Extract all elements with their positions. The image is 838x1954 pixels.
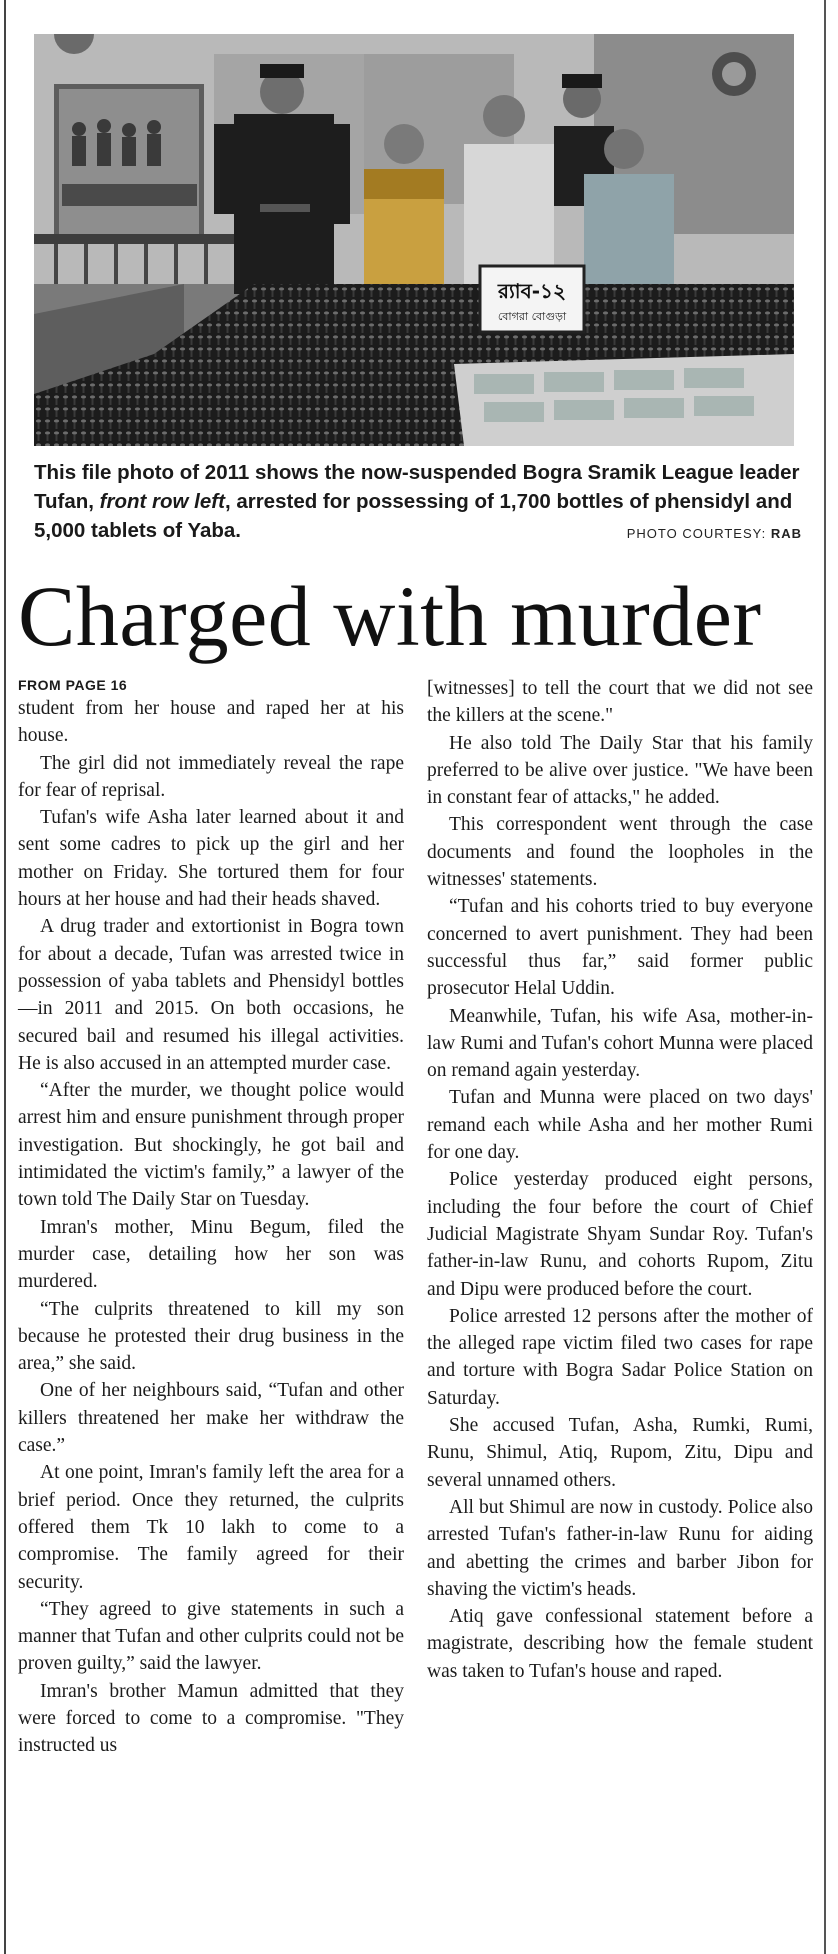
courtesy-label: PHOTO COURTESY: (626, 526, 771, 541)
paragraph: She accused Tufan, Asha, Rumki, Rumi, Runu, Shimul, Atiq, Rupom, Zitu, Dipu and several unnamed others. (427, 1415, 813, 1491)
article-column-left (18, 675, 404, 1760)
news-photo (34, 34, 794, 446)
paragraph: All but Shimul are now in custody. Police also arrested Tufan's father-in-law Runu for aiding and abetting the crimes and barber Jibon for shaving the victim's heads. (427, 1496, 813, 1600)
caption-emphasis: front row left (99, 490, 225, 513)
paragraph: Police yesterday produced eight persons, including the four before the court of Chief Judicial Magistrate Shyam Sundar Roy. Tufan's father-in-law Runu, and cohorts Rupom, Zitu and Dipu were produced before the court. (427, 1169, 813, 1300)
article-column-right (427, 675, 813, 1685)
paragraph: Tufan's wife Asha later learned about it and sent some cadres to pick up the girl and her mother on Friday. She tortured them for four hours at her house and had their heads shaved. (18, 807, 404, 911)
paragraph: Atiq gave confessional statement before a magistrate, describing how the female student was taken to Tufan's house and raped. (427, 1606, 813, 1682)
left-column-rule (4, 0, 6, 1954)
headline: Charged with murder (18, 568, 762, 664)
paragraph: A drug trader and extortionist in Bogra town for about a decade, Tufan was arrested twice in possession of yaba tablets and Phensidyl bottles—in 2011 and 2015. On both occasions, he secured bail and resumed his illegal activities. He is also accused in an attempted murder case. (18, 916, 404, 1074)
paragraph: student from her house and raped her at his house. (18, 698, 404, 747)
paragraph: Imran's mother, Minu Begum, filed the murder case, detailing how her son was murdered. (18, 1216, 404, 1293)
paragraph: At one point, Imran's family left the area for a brief period. Once they returned, the culprits offered them Tk 10 lakh to come to a compromise. The family agreed for their security. (18, 1462, 404, 1593)
paragraph: “After the murder, we thought police would arrest him and ensure punishment through proper investigation. But shockingly, he got bail and intimidated the victim's family,” a lawyer of the town told The Daily Star on Tuesday. (18, 1080, 404, 1211)
paragraph: “Tufan and his cohorts tried to buy everyone concerned to avert punishment. They had been successful thus far,” said former public prosecutor Helal Uddin. (427, 896, 813, 1000)
paragraph: This correspondent went through the case documents and found the loopholes in the witnesses' statements. (427, 814, 813, 891)
caption-text-end: , arrested for possessing of 1,700 bottles of phensidyl and 5,000 tablets of Yaba. (34, 490, 793, 542)
paragraph: Meanwhile, Tufan, his wife Asa, mother-in-law Rumi and Tufan's cohort Munna were placed on remand again yesterday. (427, 1005, 813, 1082)
paragraph: One of her neighbours said, “Tufan and other killers threatened her make her withdraw the case.” (18, 1380, 404, 1457)
paragraph: “The culprits threatened to kill my son because he protested their drug business in the area,” she said. (18, 1298, 404, 1375)
paragraph: The girl did not immediately reveal the rape for fear of reprisal. (18, 752, 404, 801)
paragraph: “They agreed to give statements in such a manner that Tufan and other culprits could not be proven guilty,” said the lawyer. (18, 1598, 404, 1675)
photo-courtesy (627, 526, 802, 541)
caption-text: This file photo of 2011 shows the now-suspended Bogra Sramik League leader Tufan, (34, 461, 800, 513)
paragraph: He also told The Daily Star that his family preferred to be alive over justice. "We have been in constant fear of attacks," he added. (427, 732, 813, 809)
paragraph: [witnesses] to tell the court that we did not see the killers at the scene." (427, 678, 813, 727)
from-page-label: FROM PAGE 16 (18, 677, 128, 693)
courtesy-source: RAB (770, 526, 802, 541)
sign-text-line2: বোগরা বোগুড়া (497, 310, 567, 323)
sign-text-line1: র‍্যাব-১২ (497, 279, 567, 303)
paragraph: Police arrested 12 persons after the mother of the alleged rape victim filed two cases for rape and torture with Bogra Sadar Police Station on Saturday. (427, 1305, 813, 1409)
right-column-rule (824, 0, 826, 1954)
paragraph: Imran's brother Mamun admitted that they were forced to come to a compromise. "They instructed us (18, 1680, 404, 1757)
paragraph: Tufan and Munna were placed on two days' remand each while Asha and her mother Rumi for one day. (427, 1087, 813, 1164)
